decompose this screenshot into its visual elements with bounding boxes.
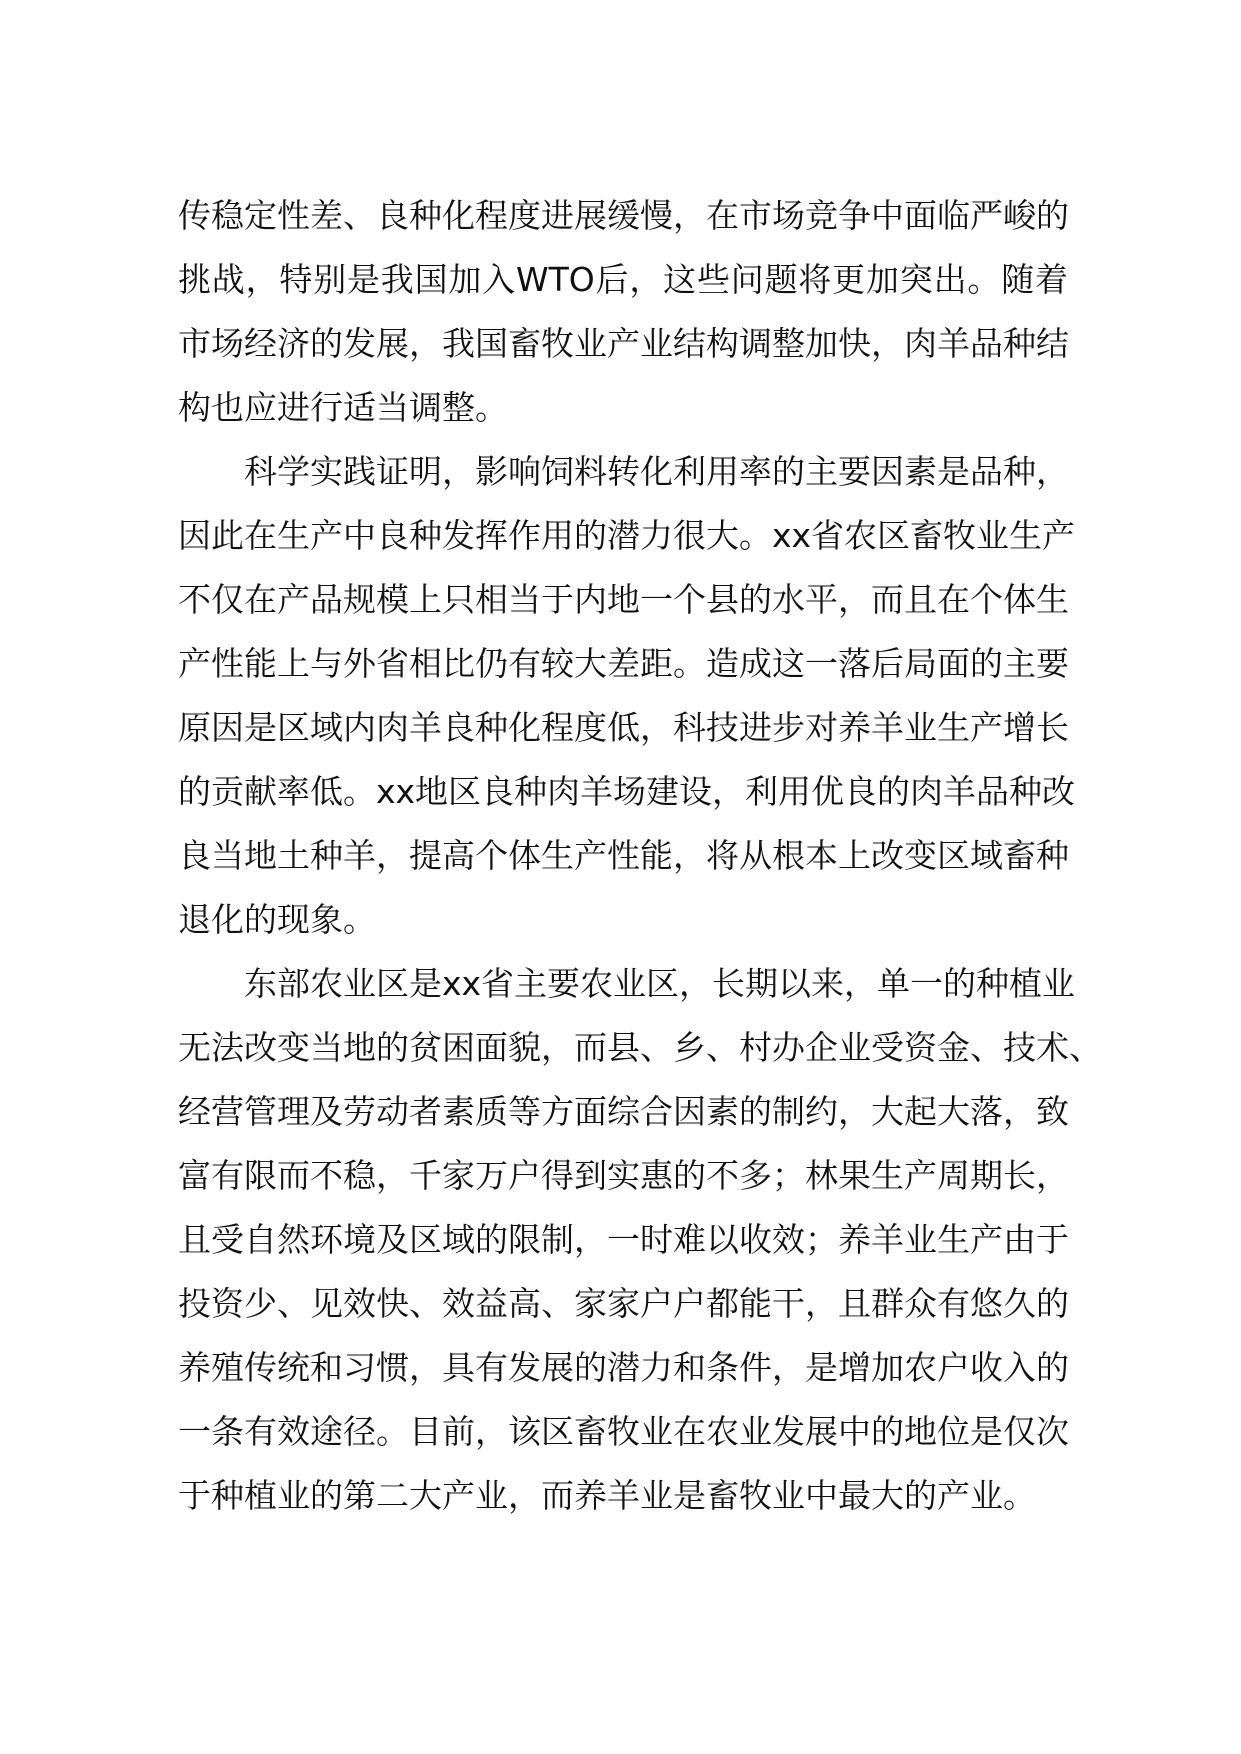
paragraph-1: [178, 184, 1068, 440]
paragraph-3: [178, 952, 1102, 1528]
text-line: 于种植业的第二大产业，而养羊业是畜牧业中最大的产业。: [178, 1476, 1036, 1515]
text-line: 产性能上与外省相比仍有较大差距。造成这一落后局面的主要: [178, 644, 1069, 683]
text-line: 构也应进行适当调整。: [178, 388, 508, 427]
text-line: 不仅在产品规模上只相当于内地一个县的水平，而且在个体生: [178, 580, 1069, 619]
text-line: 因此在生产中良种发挥作用的潜力很大。xx省农区畜牧业生产: [178, 516, 1076, 555]
text-line: 科学实践证明，影响饲料转化利用率的主要因素是品种，: [244, 452, 1069, 491]
text-line: 挑战，特别是我国加入WTO后，这些问题将更加突出。随着: [178, 260, 1068, 299]
text-line: 良当地土种羊，提高个体生产性能，将从根本上改变区域畜种: [178, 836, 1069, 875]
text-line: 一条有效途径。目前，该区畜牧业在农业发展中的地位是仅次: [178, 1412, 1069, 1451]
text-line: 投资少、见效快、效益高、家家户户都能干，且群众有悠久的: [178, 1284, 1069, 1323]
text-line: 富有限而不稳，千家万户得到实惠的不多；林果生产周期长，: [178, 1156, 1069, 1195]
text-line: 养殖传统和习惯，具有发展的潜力和条件，是增加农户收入的: [178, 1348, 1069, 1387]
text-line: 无法改变当地的贫困面貌，而县、乡、村办企业受资金、技术、: [178, 1028, 1102, 1067]
text-line: 市场经济的发展，我国畜牧业产业结构调整加快，肉羊品种结: [178, 324, 1069, 363]
text-line: 经营管理及劳动者素质等方面综合因素的制约，大起大落，致: [178, 1092, 1069, 1131]
text-line: 的贡献率低。xx地区良种肉羊场建设，利用优良的肉羊品种改: [178, 772, 1076, 811]
text-line: 退化的现象。: [178, 900, 376, 939]
text-line: 原因是区域内肉羊良种化程度低，科技进步对养羊业生产增长: [178, 708, 1069, 747]
text-line: 且受自然环境及区域的限制，一时难以收效；养羊业生产由于: [178, 1220, 1069, 1259]
paragraph-2: [178, 440, 1076, 952]
text-line: 传稳定性差、良种化程度进展缓慢，在市场竞争中面临严峻的: [178, 196, 1069, 235]
text-line: 东部农业区是xx省主要农业区，长期以来，单一的种植业: [244, 964, 1076, 1003]
document-body: [178, 184, 1102, 1528]
